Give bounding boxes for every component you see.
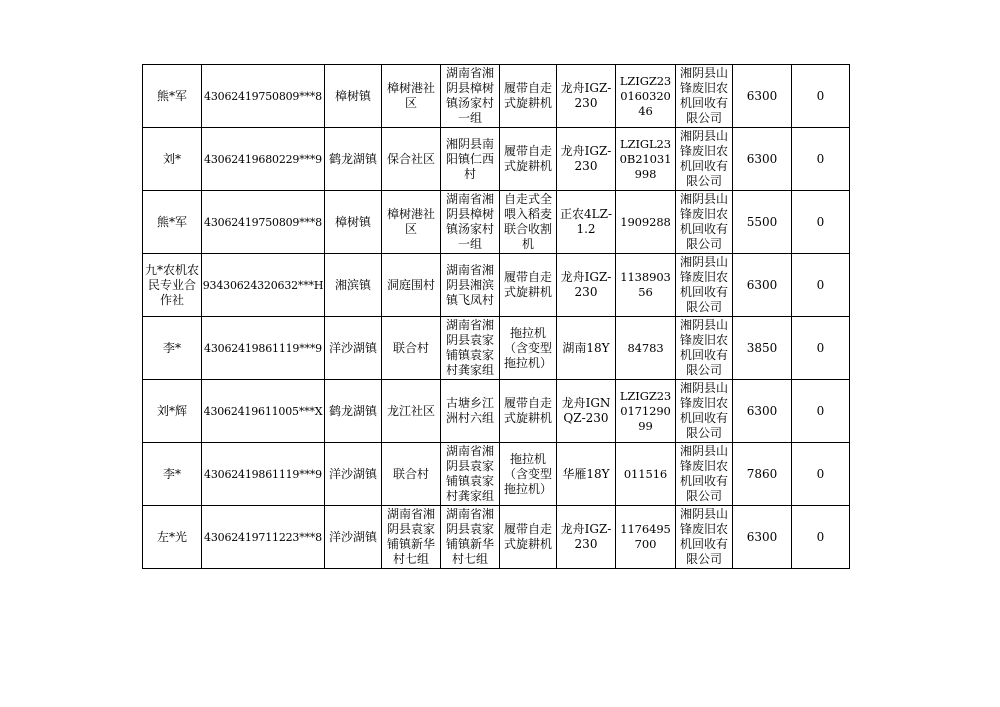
cell-recycler: 湘阴县山锋废旧农机回收有限公司 — [676, 254, 733, 317]
cell-model: 湖南18Y — [557, 317, 616, 380]
table-row — [143, 380, 850, 443]
cell-village: 湖南省湘阴县袁家铺镇新华村七组 — [382, 506, 441, 569]
cell-amount: 6300 — [733, 380, 792, 443]
table-row — [143, 191, 850, 254]
cell-model: 龙舟IGZ-230 — [557, 128, 616, 191]
cell-town: 樟树镇 — [325, 191, 382, 254]
cell-address: 湖南省湘阴县樟树镇汤家村一组 — [441, 191, 500, 254]
cell-amount: 6300 — [733, 506, 792, 569]
cell-serial-number: 011516 — [616, 443, 676, 506]
cell-village: 洞庭围村 — [382, 254, 441, 317]
subsidy-table-sheet — [142, 64, 850, 569]
cell-town: 洋沙湖镇 — [325, 443, 382, 506]
cell-amount: 6300 — [733, 128, 792, 191]
cell-machine-type: 履带自走式旋耕机 — [500, 65, 557, 128]
cell-amount: 6300 — [733, 254, 792, 317]
cell-town: 樟树镇 — [325, 65, 382, 128]
cell-machine-type: 拖拉机（含变型拖拉机） — [500, 443, 557, 506]
cell-amount: 3850 — [733, 317, 792, 380]
cell-address: 古塘乡江洲村六组 — [441, 380, 500, 443]
cell-recycler: 湘阴县山锋废旧农机回收有限公司 — [676, 128, 733, 191]
cell-recycler: 湘阴县山锋废旧农机回收有限公司 — [676, 506, 733, 569]
cell-recycler: 湘阴县山锋废旧农机回收有限公司 — [676, 65, 733, 128]
cell-amount: 6300 — [733, 65, 792, 128]
cell-recycler: 湘阴县山锋废旧农机回收有限公司 — [676, 191, 733, 254]
cell-id-number: 43062419611005***X — [202, 380, 325, 443]
cell-machine-type: 自走式全喂入稻麦联合收割机 — [500, 191, 557, 254]
table-row — [143, 443, 850, 506]
cell-model: 龙舟IGZ-230 — [557, 506, 616, 569]
cell-other: 0 — [792, 254, 850, 317]
cell-recycler: 湘阴县山锋废旧农机回收有限公司 — [676, 317, 733, 380]
cell-address: 湘阴县南阳镇仁西村 — [441, 128, 500, 191]
cell-address: 湖南省湘阴县袁家铺镇袁家村龚家组 — [441, 317, 500, 380]
cell-recycler: 湘阴县山锋废旧农机回收有限公司 — [676, 443, 733, 506]
cell-name: 熊*军 — [143, 65, 202, 128]
cell-other: 0 — [792, 65, 850, 128]
cell-machine-type: 履带自走式旋耕机 — [500, 128, 557, 191]
cell-town: 洋沙湖镇 — [325, 506, 382, 569]
cell-id-number: 43062419861119***9 — [202, 443, 325, 506]
table-row — [143, 65, 850, 128]
table-row — [143, 506, 850, 569]
cell-name: 李* — [143, 443, 202, 506]
cell-village: 联合村 — [382, 443, 441, 506]
cell-serial-number: LZIGZ23016032046 — [616, 65, 676, 128]
cell-town: 洋沙湖镇 — [325, 317, 382, 380]
cell-other: 0 — [792, 443, 850, 506]
cell-serial-number: 1909288 — [616, 191, 676, 254]
cell-address: 湖南省湘阴县湘滨镇飞凤村 — [441, 254, 500, 317]
cell-id-number: 43062419680229***9 — [202, 128, 325, 191]
cell-id-number: 43062419750809***8 — [202, 191, 325, 254]
cell-other: 0 — [792, 380, 850, 443]
cell-serial-number: 113890356 — [616, 254, 676, 317]
cell-serial-number: LZIGL230B21031998 — [616, 128, 676, 191]
cell-village: 保合社区 — [382, 128, 441, 191]
cell-name: 熊*军 — [143, 191, 202, 254]
cell-id-number: 43062419750809***8 — [202, 65, 325, 128]
cell-id-number: 43062419861119***9 — [202, 317, 325, 380]
cell-other: 0 — [792, 128, 850, 191]
cell-other: 0 — [792, 191, 850, 254]
cell-machine-type: 拖拉机（含变型拖拉机） — [500, 317, 557, 380]
cell-model: 龙舟IGZ-230 — [557, 254, 616, 317]
cell-serial-number: 1176495700 — [616, 506, 676, 569]
cell-model: 正农4LZ-1.2 — [557, 191, 616, 254]
cell-machine-type: 履带自走式旋耕机 — [500, 380, 557, 443]
cell-village: 樟树港社区 — [382, 191, 441, 254]
cell-model: 华雁18Y — [557, 443, 616, 506]
cell-other: 0 — [792, 506, 850, 569]
cell-village: 联合村 — [382, 317, 441, 380]
cell-name: 左*光 — [143, 506, 202, 569]
table-row — [143, 317, 850, 380]
cell-address: 湖南省湘阴县袁家铺镇新华村七组 — [441, 506, 500, 569]
cell-name: 九*农机农民专业合作社 — [143, 254, 202, 317]
cell-serial-number: LZIGZ23017129099 — [616, 380, 676, 443]
cell-address: 湖南省湘阴县樟树镇汤家村一组 — [441, 65, 500, 128]
table-row — [143, 254, 850, 317]
cell-id-number: 93430624320632***H — [202, 254, 325, 317]
table-row — [143, 128, 850, 191]
cell-recycler: 湘阴县山锋废旧农机回收有限公司 — [676, 380, 733, 443]
cell-town: 鹤龙湖镇 — [325, 128, 382, 191]
cell-machine-type: 履带自走式旋耕机 — [500, 506, 557, 569]
cell-address: 湖南省湘阴县袁家铺镇袁家村龚家组 — [441, 443, 500, 506]
cell-id-number: 43062419711223***8 — [202, 506, 325, 569]
cell-village: 龙江社区 — [382, 380, 441, 443]
cell-town: 湘滨镇 — [325, 254, 382, 317]
cell-town: 鹤龙湖镇 — [325, 380, 382, 443]
cell-machine-type: 履带自走式旋耕机 — [500, 254, 557, 317]
cell-amount: 5500 — [733, 191, 792, 254]
cell-amount: 7860 — [733, 443, 792, 506]
cell-model: 龙舟IGZ-230 — [557, 65, 616, 128]
cell-name: 刘* — [143, 128, 202, 191]
cell-name: 李* — [143, 317, 202, 380]
cell-other: 0 — [792, 317, 850, 380]
cell-village: 樟树港社区 — [382, 65, 441, 128]
cell-serial-number: 84783 — [616, 317, 676, 380]
cell-model: 龙舟IGNQZ-230 — [557, 380, 616, 443]
machinery-scrap-subsidy-table — [142, 64, 850, 569]
cell-name: 刘*辉 — [143, 380, 202, 443]
